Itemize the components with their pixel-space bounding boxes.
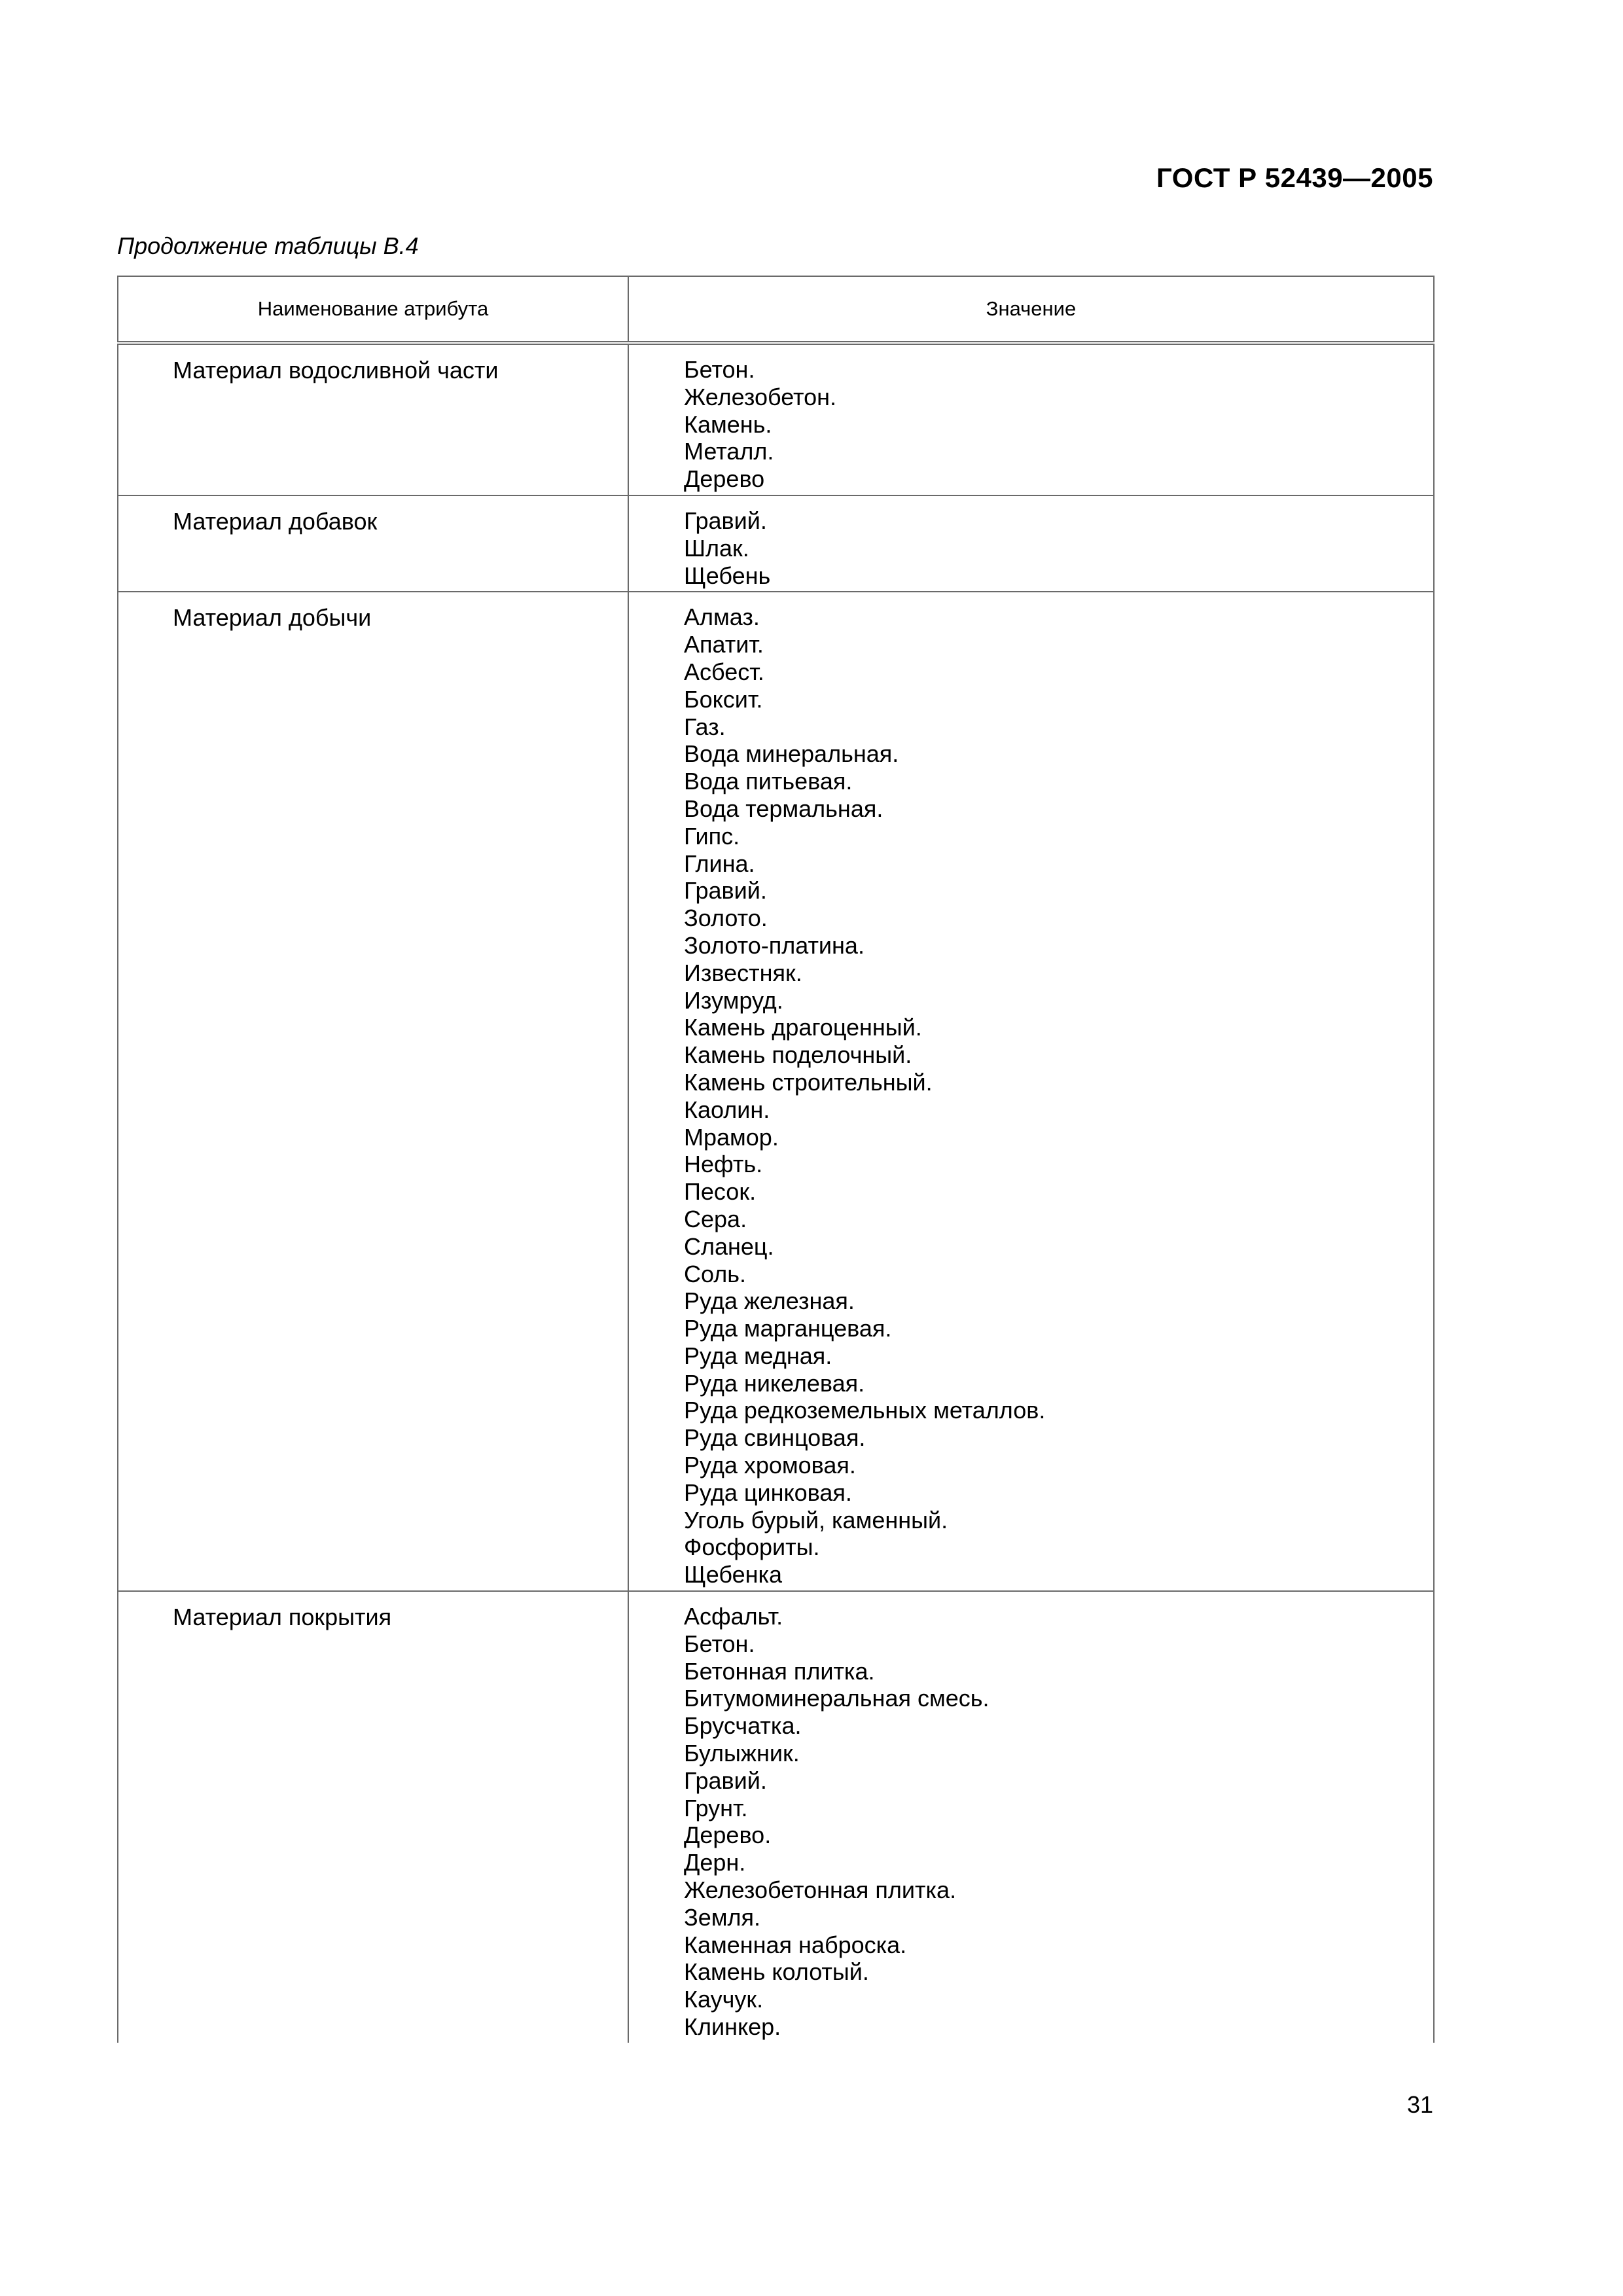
value-item: Гравий. [684,1767,767,1794]
value-item: Руда железная. [684,1287,855,1315]
value-item: Соль. [684,1260,746,1287]
value-item: Бетон. [684,356,755,383]
value-item: Бетонная плитка. [684,1657,875,1685]
value-item: Известняк. [684,959,802,986]
page-number: 31 [1406,2091,1433,2118]
attribute-values-cell [628,343,1434,495]
value-item: Вода питьевая. [684,768,853,795]
value-item: Асфальт. [684,1603,783,1630]
table-row [118,343,1434,495]
value-item: Камень поделочный. [684,1041,912,1069]
value-item: Шлак. [684,534,749,562]
attribute-name-cell: Материал покрытия [118,1591,628,2043]
value-item: Руда никелевая. [684,1369,865,1397]
value-item: Фосфориты. [684,1534,820,1561]
value-item: Руда хромовая. [684,1452,856,1479]
value-item: Дерево [684,465,765,493]
value-item: Дерево. [684,1821,772,1849]
value-item: Щебень [684,562,771,589]
value-item: Гравий. [684,507,767,534]
value-item: Глина. [684,850,755,877]
table-row [118,1591,1434,2043]
table-header-row [118,276,1434,343]
value-item: Руда редкоземельных металлов. [684,1397,1046,1424]
value-item: Золото-платина. [684,931,865,959]
value-item: Нефть. [684,1151,763,1178]
value-item: Камень драгоценный. [684,1014,922,1041]
value-item: Песок. [684,1178,757,1206]
column-header-value: Значение [628,276,1434,343]
value-item: Сланец. [684,1232,774,1260]
attribute-name-cell: Материал водосливной части [118,343,628,495]
value-item: Гравий. [684,877,767,905]
table-row [118,495,1434,592]
value-item: Дерн. [684,1849,746,1876]
value-item: Грунт. [684,1794,748,1821]
attribute-table [117,276,1435,2043]
value-item: Железобетонная плитка. [684,1876,957,1904]
value-item: Брусчатка. [684,1712,802,1740]
value-item: Каолин. [684,1096,770,1123]
value-item: Гипс. [684,822,740,850]
document-id-header: ГОСТ Р 52439—2005 [1156,162,1433,193]
value-item: Руда медная. [684,1342,832,1369]
value-item: Битумоминеральная смесь. [684,1685,990,1712]
value-item: Каменная наброска. [684,1931,907,1958]
value-item: Изумруд. [684,986,783,1014]
value-item: Сера. [684,1205,747,1232]
value-item: Железобетон. [684,383,837,410]
value-item: Земля. [684,1903,761,1931]
value-item: Булыжник. [684,1740,800,1767]
attribute-values-cell [628,592,1434,1591]
value-item: Клинкер. [684,2013,781,2041]
value-item: Алмаз. [684,603,760,631]
value-item: Асбест. [684,658,764,685]
value-item: Газ. [684,713,726,740]
attribute-name-cell: Материал добычи [118,592,628,1591]
attribute-values-cell [628,1591,1434,2043]
value-item: Каучук. [684,1986,764,2013]
value-item: Камень. [684,410,772,438]
value-item: Камень строительный. [684,1068,933,1096]
value-item: Руда цинковая. [684,1479,852,1506]
value-item: Золото. [684,905,768,932]
attribute-table-container [117,276,1433,2043]
value-item: Уголь бурый, каменный. [684,1506,948,1534]
value-item: Камень колотый. [684,1958,869,1986]
value-item: Металл. [684,438,774,465]
column-header-attribute: Наименование атрибута [118,276,628,343]
attribute-name-cell: Материал добавок [118,495,628,592]
table-row [118,592,1434,1591]
value-item: Боксит. [684,685,763,713]
value-item: Апатит. [684,631,764,658]
table-caption: Продолжение таблицы В.4 [117,232,419,259]
attribute-values-cell [628,495,1434,592]
value-item: Вода термальная. [684,795,883,822]
table-body [118,343,1434,2043]
value-item: Вода минеральная. [684,740,899,768]
value-item: Бетон. [684,1630,755,1657]
value-item: Руда свинцовая. [684,1424,866,1452]
value-item: Щебенка [684,1561,783,1588]
value-item: Руда марганцевая. [684,1315,892,1342]
value-item: Мрамор. [684,1123,779,1151]
